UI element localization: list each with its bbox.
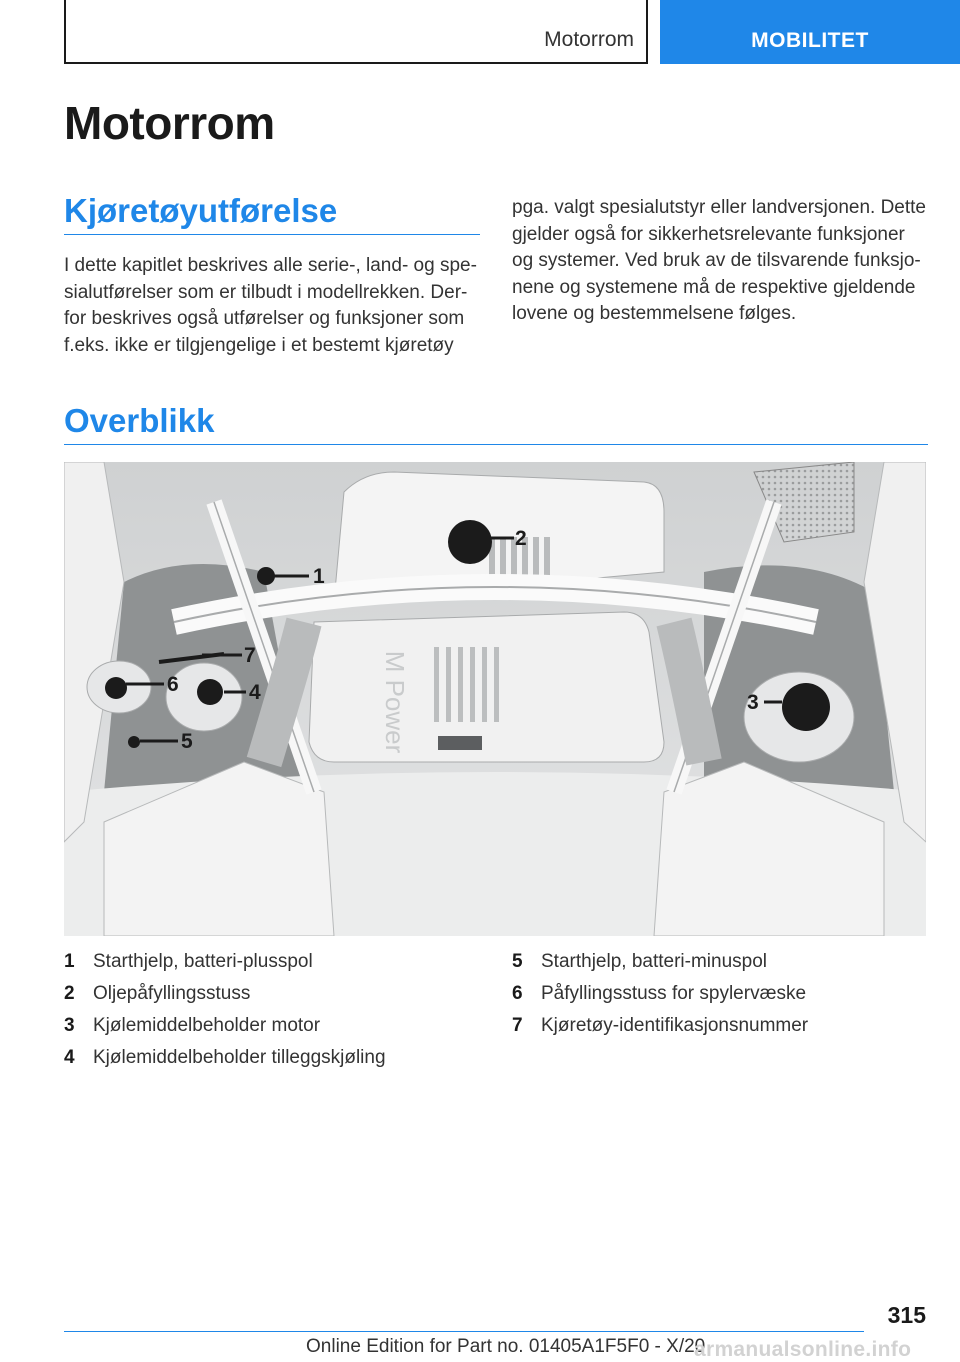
legend-item bbox=[64, 978, 386, 1010]
callout-7: 7 bbox=[244, 644, 256, 667]
legend-item bbox=[64, 946, 386, 978]
footer-edition: Online Edition for Part no. 01405A1F5F0 - X/20 bbox=[306, 1336, 706, 1357]
callout-2: 2 bbox=[515, 527, 527, 550]
legend-number: 3 bbox=[64, 1015, 75, 1036]
header-chapter-tab: MOBILITET bbox=[660, 0, 960, 64]
negative-terminal bbox=[128, 736, 140, 748]
legend-text: Påfyllingsstuss for spylervæske bbox=[541, 983, 807, 1004]
positive-terminal bbox=[257, 567, 275, 585]
text-line: lovene og bestemmelsene følges. bbox=[512, 303, 797, 324]
legend-number: 2 bbox=[64, 983, 75, 1004]
page-number: 315 bbox=[887, 1302, 926, 1328]
footer-rule bbox=[64, 1331, 864, 1332]
header-section-box bbox=[64, 0, 648, 64]
legend-number: 6 bbox=[512, 983, 523, 1004]
text-line: sialutførelser som er tilbudt i modellrekken. Der- bbox=[64, 281, 468, 303]
callout-5: 5 bbox=[181, 730, 193, 753]
callout-3: 3 bbox=[747, 691, 759, 714]
section-rule bbox=[64, 234, 480, 235]
text-line: pga. valgt spesialutstyr eller landversjonen. Dette bbox=[512, 197, 927, 218]
legend-column-1 bbox=[64, 946, 386, 1074]
coolant-cap-engine bbox=[782, 683, 830, 731]
section-rule bbox=[64, 444, 928, 445]
legend-text: Kjølemiddelbeholder motor bbox=[93, 1015, 321, 1036]
text-line: I dette kapitlet beskrives alle serie-, land- og spe- bbox=[64, 255, 477, 276]
legend-number: 5 bbox=[512, 951, 523, 972]
legend-number: 4 bbox=[64, 1047, 75, 1068]
legend-item bbox=[64, 1042, 386, 1074]
text-line: gjelder også for sikkerhetsrelevante funksjoner bbox=[512, 223, 905, 245]
engine-bay-image bbox=[64, 462, 926, 936]
text-line: for beskrives også utførelser og funksjoner som bbox=[64, 308, 465, 329]
intro-column-2 bbox=[512, 195, 926, 328]
intro-column-1 bbox=[64, 253, 477, 359]
legend-text: Kjølemiddelbeholder tilleggskjøling bbox=[93, 1047, 386, 1068]
legend-number: 1 bbox=[64, 951, 75, 972]
callout-1: 1 bbox=[313, 565, 325, 588]
oil-filler-cap bbox=[448, 520, 492, 564]
legend-text: Kjøretøy-identifikasjonsnummer bbox=[541, 1015, 809, 1036]
section-heading-overview: Overblikk bbox=[64, 402, 215, 439]
legend-item bbox=[512, 1010, 808, 1042]
section-heading-vehicle-version: Kjøretøyutførelse bbox=[64, 192, 338, 229]
page-title: Motorrom bbox=[64, 97, 275, 149]
legend-text: Starthjelp, batteri-minuspol bbox=[541, 951, 767, 972]
legend-text: Oljepåfyllingsstuss bbox=[93, 983, 251, 1004]
text-line: f.eks. ikke er tilgjengelige i et bestemt kjøretøy bbox=[64, 334, 454, 356]
callout-4: 4 bbox=[249, 681, 261, 704]
legend-item bbox=[512, 946, 808, 978]
watermark: armanualsonline.info bbox=[694, 1338, 912, 1361]
washer-fluid-cap bbox=[105, 677, 127, 699]
engine-bay-illustration bbox=[64, 462, 926, 936]
text-line: og systemer. Ved bruk av de tilsvarende funksjo- bbox=[512, 250, 921, 271]
coolant-cap-aux bbox=[197, 679, 223, 705]
legend-number: 7 bbox=[512, 1015, 523, 1036]
legend-item bbox=[512, 978, 808, 1010]
header-section-title: Motorrom bbox=[544, 28, 634, 51]
callout-6: 6 bbox=[167, 673, 179, 696]
engine-cover-text: M Power bbox=[380, 650, 410, 754]
legend-column-2 bbox=[512, 946, 808, 1042]
text-line: nene og systemene må de respektive gjeldende bbox=[512, 276, 916, 298]
legend-item bbox=[64, 1010, 386, 1042]
legend-text: Starthjelp, batteri-plusspol bbox=[93, 951, 313, 972]
